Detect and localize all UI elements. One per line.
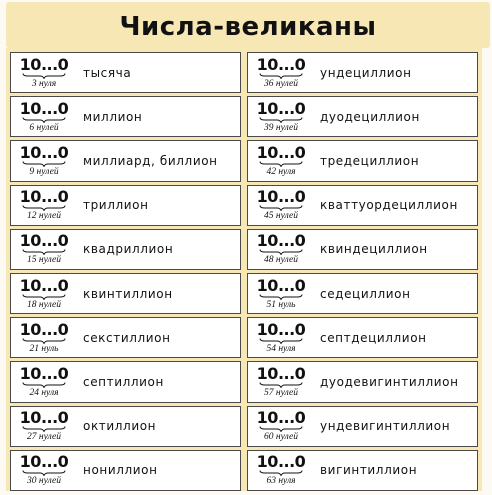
- number-main: 10...0: [19, 143, 69, 162]
- number-main: 10...0: [256, 54, 306, 74]
- zeros-count: 60 нулей: [264, 432, 298, 443]
- number-main: 10...0: [19, 319, 69, 339]
- number-name: секстиллион: [83, 330, 171, 345]
- table-row: [10, 52, 241, 93]
- table-row: [10, 229, 241, 270]
- zeros-count: 6 нулей: [29, 122, 59, 133]
- left-column: [10, 52, 241, 491]
- number-name: миллион: [83, 109, 143, 124]
- number-notation: [11, 319, 75, 354]
- number-notation: [11, 454, 75, 486]
- zeros-count: 39 нулей: [264, 122, 298, 133]
- table-row: [10, 96, 241, 137]
- number-main: 10...0: [256, 143, 306, 162]
- number-main: 10...0: [256, 275, 306, 295]
- zeros-count: 12 нулей: [27, 211, 61, 222]
- number-notation: [11, 54, 75, 89]
- number-main: 10...0: [19, 452, 69, 472]
- table-row: [10, 273, 241, 314]
- number-main: 10...0: [19, 54, 69, 74]
- number-name: нониллион: [83, 463, 158, 478]
- number-notation: [11, 233, 75, 265]
- number-main: 10...0: [19, 231, 69, 251]
- zeros-count: 24 нуля: [29, 388, 59, 399]
- number-name: миллиард, биллион: [83, 154, 218, 168]
- table-row: [247, 229, 478, 270]
- number-name: дуодевигинтиллион: [320, 375, 459, 390]
- zeros-count: 15 нулей: [27, 255, 61, 266]
- title-band: [6, 2, 490, 48]
- number-name: септиллион: [83, 375, 164, 390]
- table-row: [247, 273, 478, 314]
- number-name: седециллион: [320, 286, 411, 301]
- number-notation: [11, 145, 75, 177]
- zeros-count: 48 нулей: [264, 255, 298, 266]
- number-main: 10...0: [19, 408, 69, 428]
- number-main: 10...0: [19, 98, 69, 118]
- number-name: тредециллион: [320, 154, 420, 168]
- right-column: [247, 52, 478, 491]
- table-row: [10, 361, 241, 402]
- number-notation: [11, 366, 75, 398]
- number-name: кваттуордециллион: [320, 198, 458, 213]
- number-main: 10...0: [19, 187, 69, 207]
- number-main: 10...0: [19, 364, 69, 384]
- zeros-count: 45 нулей: [264, 211, 298, 222]
- number-name: ундевигинтиллион: [320, 419, 451, 434]
- table-row: [247, 140, 478, 181]
- number-notation: [248, 98, 312, 133]
- number-notation: [248, 275, 312, 310]
- number-name: триллион: [83, 198, 149, 213]
- number-name: квадриллион: [83, 242, 174, 257]
- number-main: 10...0: [256, 452, 306, 472]
- zeros-count: 27 нулей: [27, 432, 61, 443]
- number-notation: [11, 189, 75, 221]
- table-row: [247, 96, 478, 137]
- number-main: 10...0: [256, 319, 306, 339]
- number-notation: [248, 410, 312, 442]
- number-notation: [248, 454, 312, 486]
- number-main: 10...0: [256, 187, 306, 207]
- number-main: 10...0: [256, 408, 306, 428]
- number-name: октиллион: [83, 419, 157, 434]
- table-row: [10, 185, 241, 226]
- number-name: квиндециллион: [320, 242, 428, 257]
- numbers-table: [6, 48, 482, 491]
- number-name: вигинтиллион: [320, 463, 418, 478]
- number-notation: [248, 145, 312, 177]
- zeros-count: 36 нулей: [264, 78, 298, 89]
- number-main: 10...0: [256, 231, 306, 251]
- page-title: Числа-великаны: [119, 12, 377, 42]
- number-main: 10...0: [19, 275, 69, 295]
- table-row: [247, 450, 478, 491]
- zeros-count: 54 нуля: [266, 343, 296, 354]
- number-notation: [248, 233, 312, 265]
- zeros-count: 63 нуля: [266, 476, 296, 487]
- number-notation: [248, 319, 312, 354]
- zeros-count: 3 нуля: [31, 78, 57, 89]
- table-row: [10, 140, 241, 181]
- zeros-count: 21 нуль: [29, 343, 59, 354]
- zeros-count: 42 нуля: [266, 167, 296, 177]
- table-row: [10, 450, 241, 491]
- number-main: 10...0: [256, 364, 306, 384]
- number-name: квинтиллион: [83, 286, 173, 301]
- number-notation: [11, 410, 75, 442]
- number-name: ундециллион: [320, 65, 412, 80]
- table-row: [10, 317, 241, 358]
- zeros-count: 51 нуль: [266, 299, 296, 310]
- number-name: дуодециллион: [320, 109, 420, 124]
- table-row: [247, 52, 478, 93]
- number-main: 10...0: [256, 98, 306, 118]
- number-notation: [248, 54, 312, 89]
- table-row: [247, 185, 478, 226]
- number-notation: [248, 189, 312, 221]
- zeros-count: 9 нулей: [29, 167, 59, 177]
- number-notation: [248, 366, 312, 398]
- number-notation: [11, 275, 75, 310]
- table-row: [10, 406, 241, 447]
- table-row: [247, 361, 478, 402]
- number-notation: [11, 98, 75, 133]
- number-name: септдециллион: [320, 330, 427, 345]
- zeros-count: 57 нулей: [264, 388, 298, 399]
- zeros-count: 30 нулей: [27, 476, 61, 487]
- table-row: [247, 317, 478, 358]
- table-row: [247, 406, 478, 447]
- zeros-count: 18 нулей: [27, 299, 61, 310]
- number-name: тысяча: [83, 65, 132, 80]
